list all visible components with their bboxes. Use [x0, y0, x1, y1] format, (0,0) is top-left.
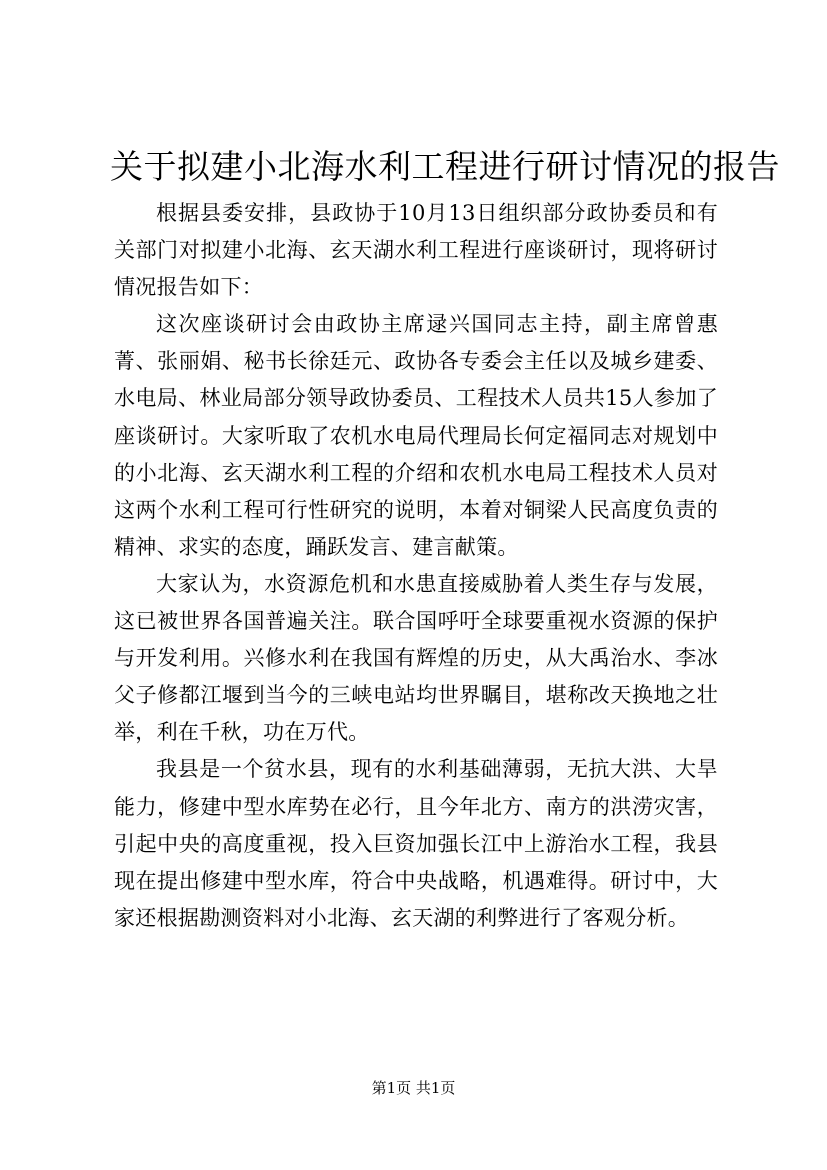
document-title: 关于拟建小北海水利工程进行研讨情况的报告 [110, 147, 780, 186]
paragraph-2: 这次座谈研讨会由政协主席逯兴国同志主持，副主席曾惠菁、张丽娟、秘书长徐廷元、政协各专委会主任以及城乡建委、水电局、林业局部分领导政协委员、工程技术人员共15人参加了座谈研讨。大家听取了农机水电局代理局长何定福同志对规划中的小北海、玄天湖水利工程的介绍和农机水电局工程技术人员对这两个水利工程可行性研究的说明，本着对铜梁人民高度负责的精神、求实的态度，踊跃发言、建言献策。 [114, 312, 718, 559]
paragraph-1: 根据县委安排，县政协于10月13日组织部分政协委员和有关部门对拟建小北海、玄天湖水利工程进行座谈研讨，现将研讨情况报告如下： [114, 201, 718, 300]
page-number-footer: 第1页 共1页 [371, 1079, 456, 1097]
paragraph-3: 大家认为，水资源危机和水患直接威胁着人类生存与发展，这已被世界各国普遍关注。联合国呼吁全球要重视水资源的保护与开发利用。兴修水利在我国有辉煌的历史，从大禹治水、李冰父子修都江堰到当今的三峡电站均世界瞩目，堪称改天换地之壮举，利在千秋，功在万代。 [114, 571, 718, 745]
document-body [114, 195, 718, 937]
paragraph-4: 我县是一个贫水县，现有的水利基础薄弱，无抗大洪、大旱能力，修建中型水库势在必行，且今年北方、南方的洪涝灾害，引起中央的高度重视，投入巨资加强长江中上游治水工程，我县现在提出修建中型水库，符合中央战略，机遇难得。研讨中，大家还根据勘测资料对小北海、玄天湖的利弊进行了客观分析。 [114, 757, 718, 930]
